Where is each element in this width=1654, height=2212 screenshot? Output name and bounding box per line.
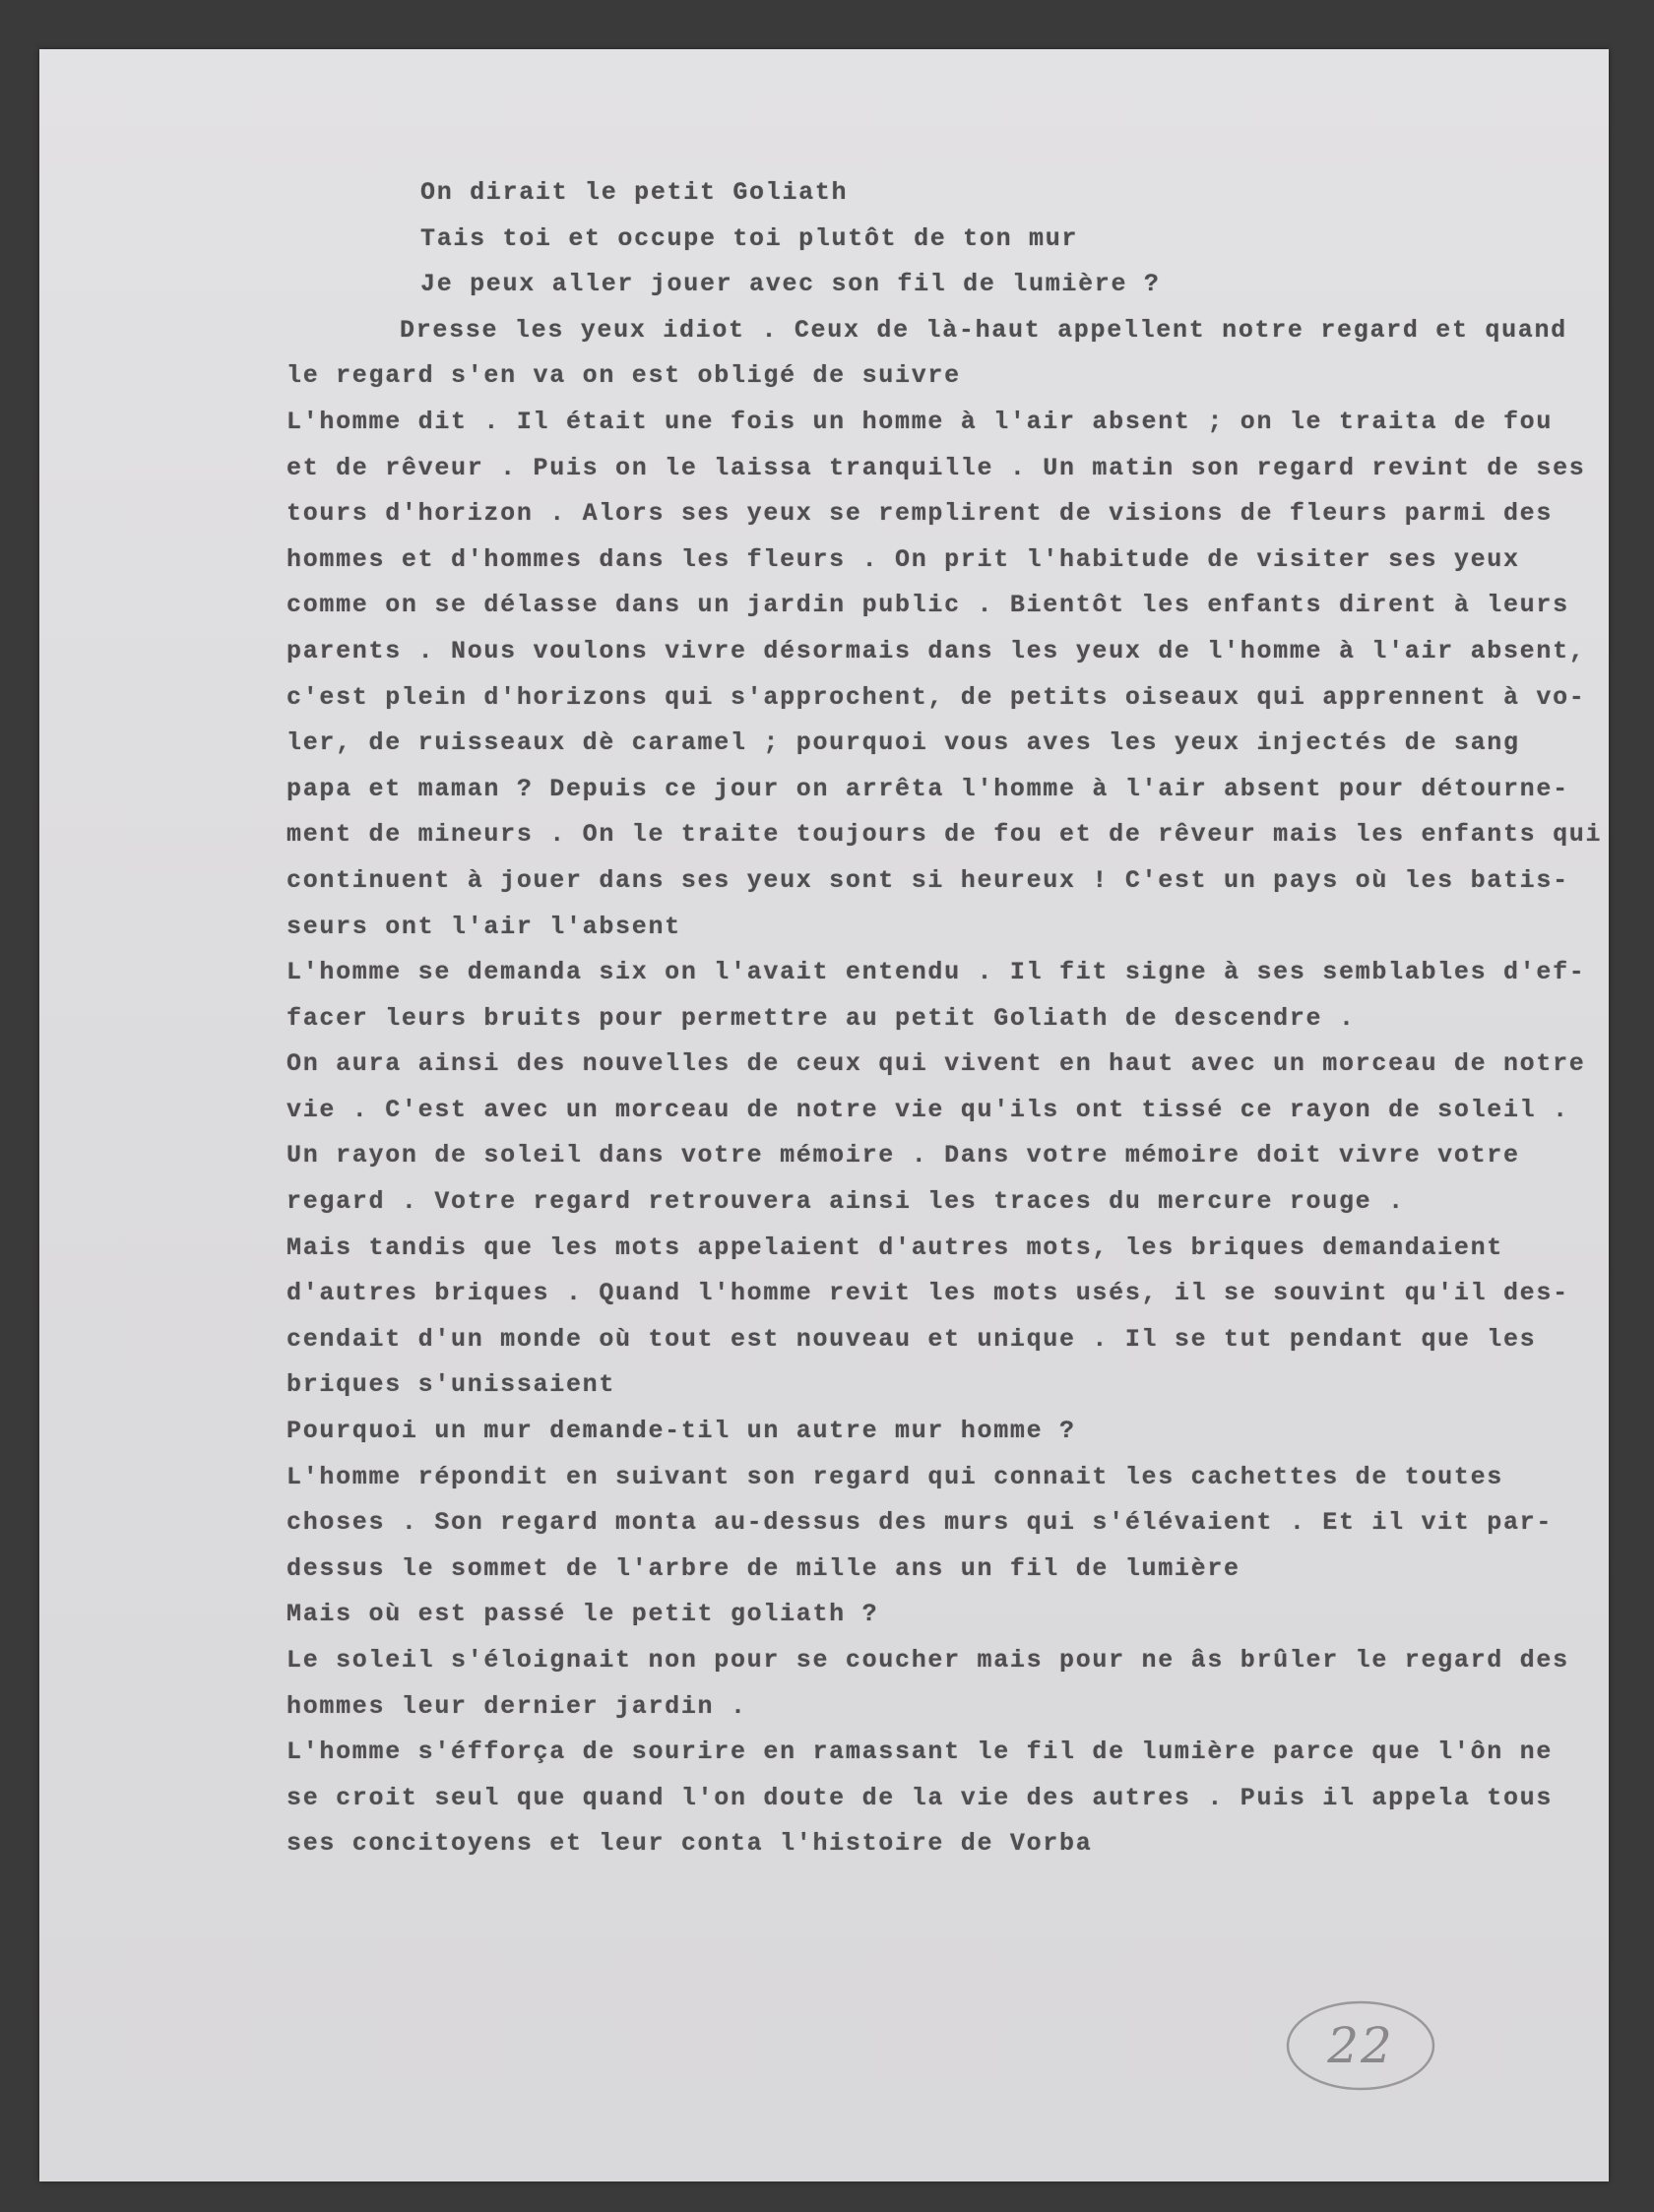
text-line: Le soleil s'éloignait non pour se coucher mais pour ne âs brûler le regard des bbox=[286, 1646, 1569, 1675]
text-line: ses concitoyens et leur conta l'histoire de Vorba bbox=[286, 1829, 1093, 1859]
text-line: hommes leur dernier jardin . bbox=[286, 1691, 747, 1721]
handwritten-page-number bbox=[1282, 1996, 1439, 2095]
text-line: seurs ont l'air l'absent bbox=[286, 912, 681, 941]
text-line: choses . Son regard monta au-dessus des murs qui s'élévaient . Et il vit par- bbox=[286, 1508, 1554, 1538]
text-line: Dresse les yeux idiot . Ceux de là-haut appellent notre regard et quand bbox=[400, 315, 1567, 345]
text-line: Mais où est passé le petit goliath ? bbox=[286, 1600, 879, 1629]
text-line: L'homme se demanda six on l'avait entendu . Il fit signe à ses semblables d'ef- bbox=[286, 958, 1586, 987]
text-line: Pourquoi un mur demande-til un autre mur homme ? bbox=[286, 1417, 1076, 1446]
text-line: papa et maman ? Depuis ce jour on arrêta l'homme à l'air absent pour détourne- bbox=[286, 774, 1569, 803]
text-line: c'est plein d'horizons qui s'approchent, de petits oiseaux qui apprennent à vo- bbox=[286, 682, 1586, 712]
text-line: briques s'unissaient bbox=[286, 1370, 616, 1400]
text-line: hommes et d'hommes dans les fleurs . On prit l'habitude de visiter ses yeux bbox=[286, 544, 1520, 574]
text-line: L'homme répondit en suivant son regard qui connait les cachettes de toutes bbox=[286, 1462, 1503, 1491]
text-line: tours d'horizon . Alors ses yeux se remplirent de visions de fleurs parmi des bbox=[286, 499, 1554, 529]
text-line: se croit seul que quand l'on doute de la vie des autres . Puis il appela tous bbox=[286, 1783, 1554, 1812]
typewritten-page bbox=[39, 49, 1609, 2181]
text-line: ment de mineurs . On le traite toujours de fou et de rêveur mais les enfants qui bbox=[286, 820, 1603, 850]
text-line: Mais tandis que les mots appelaient d'autres mots, les briques demandaient bbox=[286, 1232, 1503, 1262]
text-line: cendait d'un monde où tout est nouveau et unique . Il se tut pendant que les bbox=[286, 1324, 1537, 1354]
typed-text-body bbox=[286, 170, 1602, 1867]
text-line: et de rêveur . Puis on le laissa tranquille . Un matin son regard revint de ses bbox=[286, 453, 1586, 482]
text-line: dessus le sommet de l'arbre de mille ans un fil de lumière bbox=[286, 1553, 1240, 1583]
text-line: Un rayon de soleil dans votre mémoire . Dans votre mémoire doit vivre votre bbox=[286, 1141, 1520, 1170]
text-line: continuent à jouer dans ses yeux sont si heureux ! C'est un pays où les batis- bbox=[286, 865, 1569, 895]
text-line: On dirait le petit Goliath bbox=[420, 178, 849, 207]
text-line: L'homme dit . Il était une fois un homme à l'air absent ; on le traita de fou bbox=[286, 407, 1554, 436]
text-line: comme on se délasse dans un jardin public . Bientôt les enfants dirent à leurs bbox=[286, 591, 1569, 620]
text-line: d'autres briques . Quand l'homme revit les mots usés, il se souvint qu'il des- bbox=[286, 1279, 1569, 1308]
text-line: Tais toi et occupe toi plutôt de ton mur bbox=[420, 223, 1079, 253]
text-line: facer leurs bruits pour permettre au petit Goliath de descendre . bbox=[286, 1003, 1356, 1033]
text-line: On aura ainsi des nouvelles de ceux qui vivent en haut avec un morceau de notre bbox=[286, 1049, 1586, 1079]
page-number-text: 22 bbox=[1327, 2017, 1394, 2074]
text-line: vie . C'est avec un morceau de notre vie qu'ils ont tissé ce rayon de soleil . bbox=[286, 1095, 1569, 1124]
text-line: regard . Votre regard retrouvera ainsi les traces du mercure rouge . bbox=[286, 1187, 1405, 1217]
text-line: le regard s'en va on est obligé de suivre bbox=[286, 361, 961, 391]
text-line: Je peux aller jouer avec son fil de lumière ? bbox=[420, 270, 1161, 299]
text-line: L'homme s'éfforça de sourire en ramassant le fil de lumière parce que l'ôn ne bbox=[286, 1738, 1554, 1767]
text-line: parents . Nous voulons vivre désormais dans les yeux de l'homme à l'air absent, bbox=[286, 636, 1586, 665]
text-line: ler, de ruisseaux dè caramel ; pourquoi vous aves les yeux injectés de sang bbox=[286, 728, 1520, 758]
